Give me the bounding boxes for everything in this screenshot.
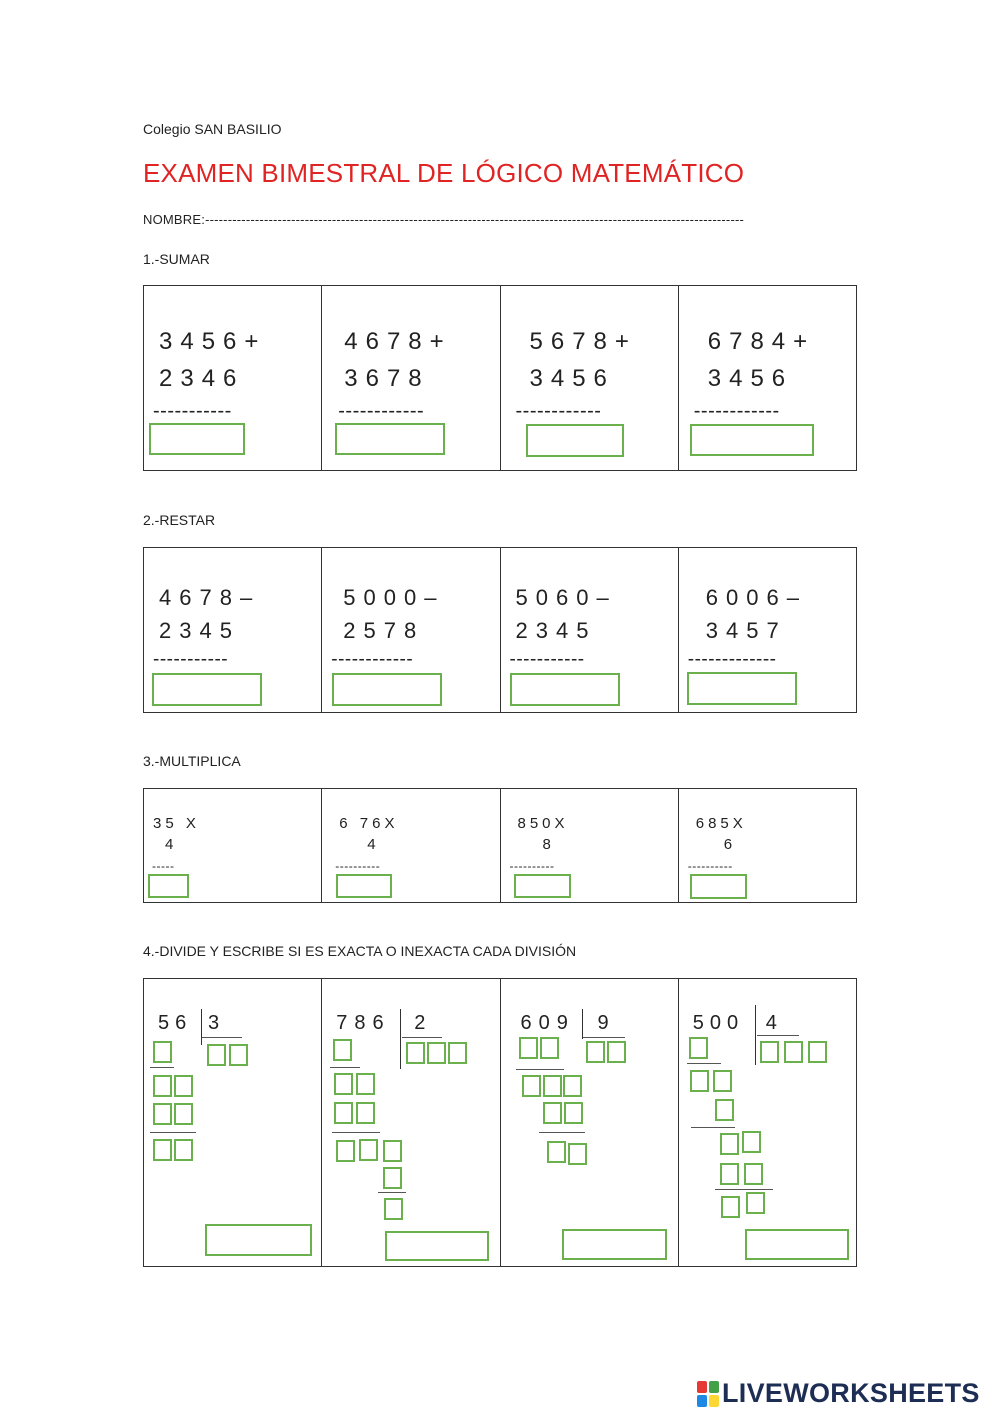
- answer-box[interactable]: [336, 874, 392, 898]
- divide-cell-2: [321, 979, 499, 1266]
- minuend: 6006–: [705, 585, 807, 610]
- addend-bottom: 3456: [707, 365, 794, 392]
- digit-box[interactable]: [744, 1163, 763, 1185]
- answer-box[interactable]: [526, 424, 624, 457]
- result-line: ----------: [335, 859, 381, 873]
- division-bar: [582, 1009, 583, 1039]
- subtrahend: 2345: [515, 618, 597, 643]
- logo-wordmark: LIVEWORKSHEETS: [722, 1378, 980, 1408]
- logo-icon: [697, 1381, 719, 1407]
- answer-box[interactable]: [332, 673, 442, 706]
- digit-box[interactable]: [153, 1041, 172, 1063]
- remainder-box[interactable]: [547, 1141, 566, 1163]
- answer-box[interactable]: [687, 672, 797, 705]
- digit-box[interactable]: [720, 1163, 739, 1185]
- digit-box[interactable]: [153, 1103, 172, 1125]
- divide-cell-3: [500, 979, 678, 1266]
- multiplica-cell-2: [321, 789, 499, 902]
- quotient-box[interactable]: [406, 1042, 425, 1064]
- addend-bottom: 3456: [529, 365, 615, 392]
- subtrahend: 3457: [705, 618, 787, 643]
- multiplica-cell-3: [500, 789, 678, 902]
- dividend: 786: [336, 1012, 391, 1034]
- divisor-underline: [757, 1035, 799, 1036]
- sumar-cell-4: [678, 286, 856, 470]
- multiplica-table: [143, 788, 857, 903]
- factor-bottom: 4: [367, 836, 376, 853]
- quotient-box[interactable]: [808, 1041, 827, 1063]
- digit-box[interactable]: [720, 1133, 739, 1155]
- section-heading-restar: 2.-RESTAR: [143, 512, 216, 528]
- answer-box[interactable]: [152, 673, 262, 706]
- digit-box[interactable]: [543, 1102, 562, 1124]
- digit-box[interactable]: [383, 1167, 402, 1189]
- step-line: [332, 1132, 380, 1133]
- answer-box[interactable]: [562, 1229, 667, 1260]
- digit-box[interactable]: [689, 1037, 708, 1059]
- digit-box[interactable]: [715, 1099, 734, 1121]
- result-line: -------------: [687, 649, 777, 670]
- restar-cell-2: [321, 548, 499, 712]
- step-line: [150, 1067, 174, 1068]
- addend-bottom: 3678: [344, 365, 430, 392]
- digit-box[interactable]: [540, 1037, 559, 1059]
- remainder-box[interactable]: [384, 1198, 403, 1220]
- step-line: [687, 1063, 721, 1064]
- remainder-box[interactable]: [721, 1196, 740, 1218]
- digit-box[interactable]: [153, 1075, 172, 1097]
- result-line: ----------: [687, 859, 733, 873]
- restar-cell-1: [144, 548, 321, 712]
- remainder-box[interactable]: [174, 1139, 193, 1161]
- addend-top: 4678+: [344, 328, 452, 355]
- name-line: NOMBRE:-----------------------------------------------------------------------------------------------------------------------: [143, 212, 745, 227]
- divisor-underline: [402, 1037, 442, 1038]
- division-bar: [755, 1005, 756, 1065]
- addend-top: 3456+: [159, 328, 267, 355]
- result-line: ------------: [331, 649, 414, 670]
- factor-bottom: 6: [723, 836, 733, 853]
- restar-table: [143, 547, 857, 713]
- exam-title: EXAMEN BIMESTRAL DE LÓGICO MATEMÁTICO: [143, 158, 745, 188]
- step-line: [715, 1189, 773, 1190]
- section-heading-sumar: 1.-SUMAR: [143, 251, 210, 267]
- sumar-cell-3: [500, 286, 678, 470]
- divisor: 3: [208, 1012, 220, 1034]
- logo-square-yellow: [709, 1395, 719, 1407]
- minuend: 5000–: [343, 585, 445, 610]
- step-line: [150, 1132, 196, 1133]
- restar-cell-3: [500, 548, 678, 712]
- digit-box[interactable]: [174, 1103, 193, 1125]
- digit-box[interactable]: [356, 1102, 375, 1124]
- factor-top: 6 76X: [339, 815, 399, 832]
- addend-top: 5678+: [529, 328, 637, 355]
- factor-bottom: 8: [542, 836, 551, 853]
- digit-box[interactable]: [356, 1073, 375, 1095]
- digit-box[interactable]: [742, 1131, 761, 1153]
- result-line: ------------: [338, 400, 425, 422]
- factor-top: 850X: [517, 815, 569, 832]
- result-line: ----------: [509, 859, 555, 873]
- digit-box[interactable]: [522, 1075, 541, 1097]
- digit-box[interactable]: [333, 1039, 352, 1061]
- division-bar: [201, 1009, 202, 1045]
- step-line: [691, 1127, 735, 1128]
- result-line: -----------: [153, 400, 232, 422]
- answer-box[interactable]: [510, 673, 620, 706]
- digit-box[interactable]: [690, 1070, 709, 1092]
- section-heading-multiplica: 3.-MULTIPLICA: [143, 753, 241, 769]
- digit-box[interactable]: [543, 1075, 562, 1097]
- quotient-box[interactable]: [760, 1041, 779, 1063]
- digit-box[interactable]: [334, 1073, 353, 1095]
- digit-box[interactable]: [383, 1140, 402, 1162]
- dividend: 609: [520, 1012, 575, 1034]
- remainder-box[interactable]: [568, 1143, 587, 1165]
- answer-box[interactable]: [690, 424, 814, 456]
- quotient-box[interactable]: [607, 1041, 626, 1063]
- step-line: [378, 1192, 406, 1193]
- multiplica-cell-1: [144, 789, 321, 902]
- divisor-underline: [202, 1037, 242, 1038]
- quotient-box[interactable]: [448, 1042, 467, 1064]
- answer-box[interactable]: [205, 1224, 312, 1256]
- result-line: ------------: [515, 400, 602, 422]
- digit-box[interactable]: [174, 1075, 193, 1097]
- digit-box[interactable]: [359, 1139, 378, 1161]
- digit-box[interactable]: [519, 1037, 538, 1059]
- remainder-box[interactable]: [746, 1192, 765, 1214]
- logo-square-red: [697, 1381, 707, 1393]
- remainder-box[interactable]: [153, 1139, 172, 1161]
- result-line: -----------: [153, 649, 229, 670]
- quotient-box[interactable]: [784, 1041, 803, 1063]
- minuend: 5060–: [515, 585, 617, 610]
- digit-box[interactable]: [713, 1070, 732, 1092]
- divisor: 9: [597, 1012, 609, 1034]
- answer-box[interactable]: [335, 423, 445, 455]
- quotient-box[interactable]: [229, 1044, 248, 1066]
- minuend: 4678–: [159, 585, 261, 610]
- subtrahend: 2578: [343, 618, 425, 643]
- digit-box[interactable]: [563, 1075, 582, 1097]
- answer-box[interactable]: [745, 1229, 849, 1260]
- dividend: 500: [692, 1012, 745, 1034]
- divide-table: [143, 978, 857, 1267]
- subtrahend: 2345: [159, 618, 240, 643]
- result-line: ------------: [693, 400, 780, 422]
- quotient-box[interactable]: [207, 1044, 226, 1066]
- quotient-box[interactable]: [427, 1042, 446, 1064]
- step-line: [330, 1067, 360, 1068]
- result-line: -----------: [509, 649, 585, 670]
- digit-box[interactable]: [336, 1140, 355, 1162]
- liveworksheets-logo: [697, 1378, 980, 1409]
- logo-square-green: [709, 1381, 719, 1393]
- divide-cell-4: [678, 979, 856, 1266]
- answer-box[interactable]: [514, 874, 571, 898]
- sumar-cell-2: [321, 286, 499, 470]
- school-name: Colegio SAN BASILIO: [143, 121, 282, 137]
- answer-box[interactable]: [385, 1231, 489, 1261]
- divisor-underline: [583, 1037, 625, 1038]
- section-heading-divide: 4.-DIVIDE Y ESCRIBE SI ES EXACTA O INEXACTA CADA DIVISIÓN: [143, 943, 577, 959]
- factor-top: 35 X: [153, 815, 200, 832]
- answer-box[interactable]: [149, 423, 245, 455]
- result-line: -----: [152, 859, 175, 873]
- digit-box[interactable]: [334, 1102, 353, 1124]
- quotient-box[interactable]: [586, 1041, 605, 1063]
- restar-cell-4: [678, 548, 856, 712]
- digit-box[interactable]: [564, 1102, 583, 1124]
- divisor: 4: [765, 1012, 777, 1034]
- logo-square-blue: [697, 1395, 707, 1407]
- division-bar: [400, 1009, 401, 1069]
- step-line: [539, 1132, 585, 1133]
- factor-bottom: 4: [165, 836, 174, 853]
- sumar-cell-1: [144, 286, 321, 470]
- answer-box[interactable]: [690, 874, 747, 899]
- factor-top: 685X: [695, 815, 747, 832]
- dividend: 56: [158, 1012, 193, 1034]
- divisor: 2: [414, 1012, 426, 1034]
- multiplica-cell-4: [678, 789, 856, 902]
- addend-top: 6784+: [707, 328, 816, 355]
- divide-cell-1: [144, 979, 321, 1266]
- sumar-table: [143, 285, 857, 471]
- answer-box[interactable]: [148, 874, 189, 898]
- step-line: [516, 1069, 564, 1070]
- addend-bottom: 2346: [159, 365, 245, 392]
